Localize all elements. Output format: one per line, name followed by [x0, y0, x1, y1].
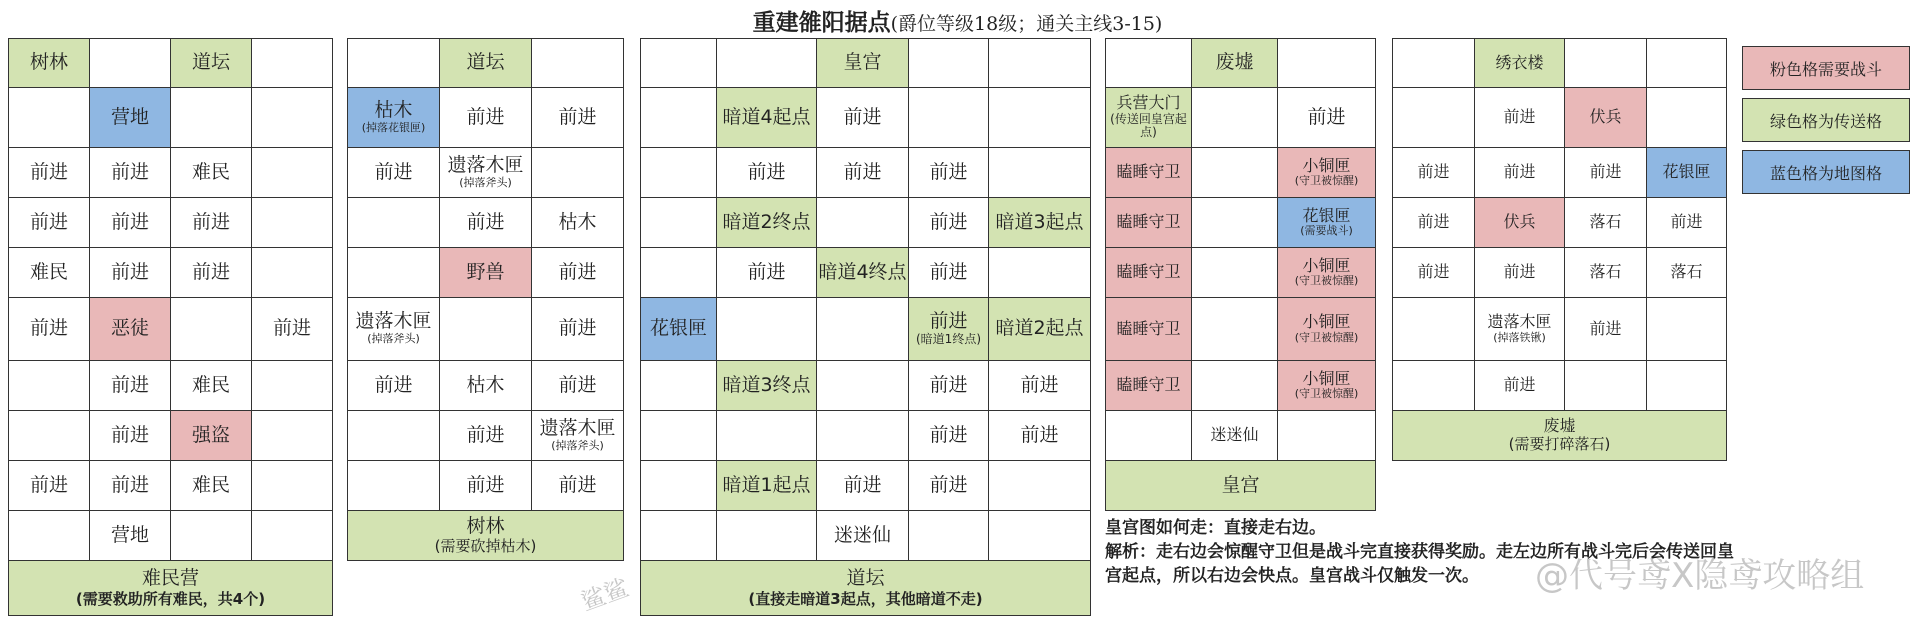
route-note-line2: 解析：走右边会惊醒守卫但是战斗完直接获得奖励。走左边所有战斗完后会传送回皇宫起点，所以右边会快点。皇宫战斗仅触发一次。	[1105, 542, 1734, 587]
cell	[989, 88, 1091, 148]
cell-label: 小铜匣	[1302, 368, 1351, 388]
legend	[1742, 38, 1910, 202]
cell	[348, 298, 440, 361]
legend-pink: 粉色格需要战斗	[1742, 46, 1910, 90]
cell-subnote: (守卫被惊醒)	[1294, 174, 1359, 188]
cell	[1278, 198, 1376, 248]
cell: 前进	[532, 88, 624, 148]
cell-label: 小铜匣	[1302, 255, 1351, 275]
cell	[909, 511, 989, 561]
map-footer-note: (需要救助所有难民，共4个)	[75, 589, 266, 608]
cell: 暗道3起点	[989, 198, 1091, 248]
cell: 迷迷仙	[817, 511, 909, 561]
cell: 瞌睡守卫	[1106, 148, 1192, 198]
cell: 前进	[9, 461, 90, 511]
cell	[348, 198, 440, 248]
cell: 前进	[1565, 148, 1647, 198]
map-footer-note: (需要打碎落石)	[1508, 435, 1611, 454]
cell	[9, 511, 90, 561]
cell: 前进	[1565, 298, 1647, 361]
cell: 道坛	[171, 39, 252, 88]
map-footer-note: (需要砍掉枯木)	[434, 536, 537, 555]
cell	[717, 411, 817, 461]
cell: 前进	[9, 148, 90, 198]
map-footer-label: 皇宫	[1221, 473, 1260, 496]
cell: 前进	[9, 298, 90, 361]
cell	[532, 39, 624, 88]
cell: 前进	[909, 411, 989, 461]
cell: 枯木	[532, 198, 624, 248]
cell: 前进	[348, 148, 440, 198]
cell: 前进	[909, 461, 989, 511]
map-footer-label: 树林	[466, 514, 505, 537]
cell: 野兽	[440, 248, 532, 298]
cell	[1278, 248, 1376, 298]
cell: 前进	[440, 198, 532, 248]
cell	[171, 298, 252, 361]
cell-subnote: (掉落铁锹)	[1493, 330, 1546, 344]
cell: 皇宫	[817, 39, 909, 88]
cell	[1278, 39, 1376, 88]
cell	[1106, 88, 1192, 148]
cell: 树林	[9, 39, 90, 88]
cell	[348, 248, 440, 298]
route-note-line1: 皇宫图如何走：直接走右边。	[1105, 518, 1326, 538]
cell: 前进	[532, 248, 624, 298]
map-footer-note: (直接走暗道3起点，其他暗道不走)	[748, 589, 983, 608]
cell: 前进	[532, 361, 624, 411]
cell	[1192, 248, 1278, 298]
cell	[348, 39, 440, 88]
cell	[1647, 361, 1727, 411]
cell	[1192, 148, 1278, 198]
cell	[9, 411, 90, 461]
map-footer	[348, 511, 624, 561]
cell	[1565, 39, 1647, 88]
cell	[1393, 298, 1475, 361]
cell	[1647, 39, 1727, 88]
cell: 前进	[532, 461, 624, 511]
cell: 前进	[909, 148, 989, 198]
cell: 营地	[90, 88, 171, 148]
cell-subnote: (掉落斧头)	[367, 332, 420, 346]
cell-subnote: (守卫被惊醒)	[1294, 274, 1359, 288]
cell	[532, 148, 624, 198]
cell: 前进	[817, 461, 909, 511]
cell	[9, 88, 90, 148]
watermark-left: 鲨鲨	[577, 573, 633, 617]
cell	[1278, 148, 1376, 198]
cell	[1278, 298, 1376, 361]
cell: 道坛	[440, 39, 532, 88]
cell: 前进	[1393, 248, 1475, 298]
cell: 前进	[989, 361, 1091, 411]
cell: 暗道4起点	[717, 88, 817, 148]
cell	[252, 361, 333, 411]
cell: 落石	[1565, 248, 1647, 298]
cell: 前进	[90, 248, 171, 298]
cell-label: 枯木	[374, 98, 413, 121]
cell: 前进	[90, 198, 171, 248]
cell	[641, 511, 717, 561]
cell: 前进	[440, 411, 532, 461]
cell	[1393, 361, 1475, 411]
cell	[817, 361, 909, 411]
cell-label: 遗落木匣	[539, 416, 616, 439]
cell	[817, 411, 909, 461]
cell: 落石	[1565, 198, 1647, 248]
cell: 瞌睡守卫	[1106, 198, 1192, 248]
cell: 前进	[817, 148, 909, 198]
cell: 暗道3终点	[717, 361, 817, 411]
cell: 营地	[90, 511, 171, 561]
legend-green: 绿色格为传送格	[1742, 98, 1910, 142]
cell	[252, 88, 333, 148]
cell	[252, 411, 333, 461]
cell	[1278, 411, 1376, 461]
cell: 瞌睡守卫	[1106, 361, 1192, 411]
cell: 前进	[90, 411, 171, 461]
cell	[1565, 361, 1647, 411]
cell: 强盗	[171, 411, 252, 461]
cell	[252, 198, 333, 248]
cell	[532, 411, 624, 461]
cell: 前进	[1475, 148, 1565, 198]
cell: 废墟	[1192, 39, 1278, 88]
cell: 伏兵	[1565, 88, 1647, 148]
cell	[1278, 361, 1376, 411]
cell: 花银匣	[641, 298, 717, 361]
cell-subnote: (需要战斗)	[1300, 224, 1353, 238]
map-ruins	[1392, 38, 1727, 461]
cell: 前进	[1393, 148, 1475, 198]
cell	[989, 461, 1091, 511]
cell	[1106, 411, 1192, 461]
map-footer	[641, 561, 1091, 616]
cell: 前进	[1475, 248, 1565, 298]
cell	[1106, 39, 1192, 88]
cell: 瞌睡守卫	[1106, 248, 1192, 298]
cell-label: 花银匣	[1302, 205, 1351, 225]
cell	[171, 511, 252, 561]
cell: 前进	[909, 198, 989, 248]
cell: 前进	[252, 298, 333, 361]
cell: 前进	[171, 198, 252, 248]
cell	[9, 361, 90, 411]
cell-subnote: (掉落花银匣)	[361, 120, 426, 134]
cell	[1192, 88, 1278, 148]
cell: 难民	[9, 248, 90, 298]
cell-subnote: (守卫被惊醒)	[1294, 387, 1359, 401]
map-refugee-camp	[8, 38, 333, 616]
map-footer-label: 难民营	[141, 566, 199, 589]
cell: 前进	[171, 248, 252, 298]
page-title-main: 重建雒阳据点	[752, 9, 891, 36]
cell: 前进	[989, 411, 1091, 461]
cell-label: 遗落木匣	[1487, 312, 1552, 332]
cell-label: 前进	[929, 309, 968, 332]
cell	[1192, 198, 1278, 248]
cell	[440, 298, 532, 361]
cell	[1475, 298, 1565, 361]
cell-label: 小铜匣	[1302, 312, 1351, 332]
cell: 难民	[171, 461, 252, 511]
cell	[641, 248, 717, 298]
map-forest	[347, 38, 624, 561]
watermark-right: @代号鸢X隐鸢攻略组	[1535, 556, 1865, 596]
cell: 前进	[1647, 198, 1727, 248]
cell-label: 遗落木匣	[447, 153, 524, 176]
cell-label: 兵营大门	[1116, 93, 1181, 113]
cell	[717, 511, 817, 561]
page-title-sub: (爵位等级18级；通关主线3-15)	[890, 13, 1163, 35]
cell	[641, 411, 717, 461]
cell	[1192, 361, 1278, 411]
cell	[817, 298, 909, 361]
map-palace	[1105, 38, 1376, 511]
cell: 前进	[90, 461, 171, 511]
map-footer-label: 道坛	[846, 566, 885, 589]
legend-blue: 蓝色格为地图格	[1742, 150, 1910, 194]
cell	[989, 39, 1091, 88]
cell	[717, 298, 817, 361]
cell	[641, 361, 717, 411]
cell	[1647, 298, 1727, 361]
cell	[171, 88, 252, 148]
cell	[252, 39, 333, 88]
cell	[641, 198, 717, 248]
cell	[717, 39, 817, 88]
cell	[252, 511, 333, 561]
cell	[909, 88, 989, 148]
cell: 暗道1起点	[717, 461, 817, 511]
cell: 前进	[90, 148, 171, 198]
cell: 暗道4终点	[817, 248, 909, 298]
cell: 前进	[90, 361, 171, 411]
cell	[348, 88, 440, 148]
cell	[1393, 88, 1475, 148]
cell: 前进	[348, 361, 440, 411]
cell: 落石	[1647, 248, 1727, 298]
cell: 恶徒	[90, 298, 171, 361]
cell	[252, 248, 333, 298]
cell-subnote: (掉落斧头)	[551, 438, 604, 452]
cell	[90, 39, 171, 88]
cell: 前进	[9, 198, 90, 248]
cell	[440, 148, 532, 198]
page-title	[0, 4, 1915, 37]
map-footer	[9, 561, 333, 616]
cell: 暗道2终点	[717, 198, 817, 248]
cell	[909, 39, 989, 88]
cell: 前进	[440, 461, 532, 511]
cell: 伏兵	[1475, 198, 1565, 248]
cell-subnote: (传送回皇宫起点)	[1110, 112, 1187, 140]
cell: 花银匣	[1647, 148, 1727, 198]
cell: 难民	[171, 361, 252, 411]
cell-label: 小铜匣	[1302, 155, 1351, 175]
cell: 前进	[717, 148, 817, 198]
cell	[989, 248, 1091, 298]
cell-subnote: (暗道1终点)	[916, 331, 981, 346]
cell	[1393, 39, 1475, 88]
cell	[641, 88, 717, 148]
cell-subnote: (守卫被惊醒)	[1294, 330, 1359, 344]
map-altar	[640, 38, 1091, 616]
cell: 绣衣楼	[1475, 39, 1565, 88]
cell: 迷迷仙	[1192, 411, 1278, 461]
map-footer-label: 废墟	[1543, 416, 1576, 436]
cell: 前进	[817, 88, 909, 148]
cell	[817, 198, 909, 248]
cell	[348, 461, 440, 511]
cell: 前进	[1475, 361, 1565, 411]
cell	[348, 411, 440, 461]
map-footer	[1106, 461, 1376, 511]
cell	[1192, 298, 1278, 361]
cell	[909, 298, 989, 361]
map-footer	[1393, 411, 1727, 461]
cell	[252, 148, 333, 198]
route-note	[1105, 516, 1735, 588]
cell: 前进	[1475, 88, 1565, 148]
cell	[989, 511, 1091, 561]
cell-label: 遗落木匣	[355, 310, 432, 333]
cell-subnote: (掉落斧头)	[459, 175, 512, 189]
cell: 难民	[171, 148, 252, 198]
cell: 前进	[532, 298, 624, 361]
cell	[641, 39, 717, 88]
cell	[252, 461, 333, 511]
cell: 前进	[1278, 88, 1376, 148]
cell: 前进	[909, 248, 989, 298]
cell	[641, 461, 717, 511]
cell: 前进	[1393, 198, 1475, 248]
cell	[1647, 88, 1727, 148]
cell: 前进	[717, 248, 817, 298]
cell: 前进	[909, 361, 989, 411]
cell	[989, 148, 1091, 198]
cell	[641, 148, 717, 198]
cell: 枯木	[440, 361, 532, 411]
cell: 暗道2起点	[989, 298, 1091, 361]
cell: 瞌睡守卫	[1106, 298, 1192, 361]
cell: 前进	[440, 88, 532, 148]
